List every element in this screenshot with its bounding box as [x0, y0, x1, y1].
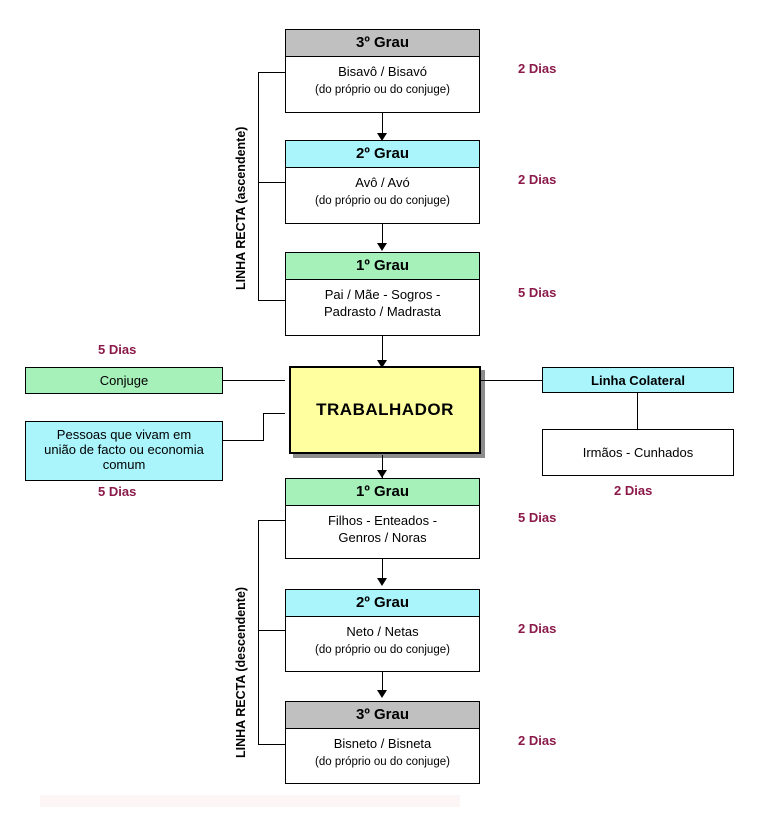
connector-descending-trunk [258, 520, 259, 744]
node-relations [286, 168, 479, 211]
connector-desc-1grau [258, 520, 285, 521]
node-relations [286, 280, 479, 322]
node-ascending-1grau [285, 252, 480, 336]
node-relations-line2: Padrasto / Madrasta [323, 304, 442, 319]
node-descending-2grau [285, 589, 480, 672]
node-header: 2º Grau [286, 590, 479, 617]
node-relations-line1: Pai / Mãe - Sogros - [324, 287, 441, 302]
union-line3: comum [102, 457, 146, 472]
node-relations-text: Neto / Netas [346, 624, 419, 639]
box-union [25, 421, 223, 481]
node-header: 3º Grau [286, 702, 479, 729]
node-relations-text: Avô / Avó [355, 175, 410, 190]
worker-node [289, 366, 481, 454]
connector-3to2-asc [382, 113, 383, 135]
arrow-2to3-desc [377, 690, 387, 698]
arrow-worker-to-1desc [377, 470, 387, 478]
node-relations [286, 57, 479, 100]
node-note: (do próprio ou do conjuge) [315, 84, 450, 96]
days-colateral: 2 Dias [614, 483, 653, 498]
days-union: 5 Dias [98, 484, 137, 499]
arrow-2to1-asc [377, 243, 387, 251]
connector-union-riser [263, 413, 264, 441]
footer-artifact [40, 795, 460, 807]
connector-1asc-to-worker [382, 335, 383, 362]
days-spouse: 5 Dias [98, 342, 137, 357]
arrow-1to2-desc [377, 578, 387, 586]
node-relations [286, 506, 479, 548]
label-linha-recta-descendente: LINHA RECTA (descendente) [234, 586, 248, 758]
days-descending-3grau: 2 Dias [518, 733, 557, 748]
node-ascending-2grau [285, 140, 480, 224]
connector-asc-3grau [258, 72, 285, 73]
connector-asc-2grau [258, 182, 285, 183]
node-relations-line2: Genros / Noras [338, 530, 427, 545]
node-header: 1º Grau [286, 479, 479, 506]
days-descending-1grau: 5 Dias [518, 510, 557, 525]
connector-asc-1grau [258, 300, 285, 301]
spouse-label: Conjuge [99, 373, 149, 388]
label-linha-recta-ascendente: LINHA RECTA (ascendente) [234, 126, 248, 290]
worker-label: TRABALHADOR [316, 400, 454, 419]
box-spouse [25, 367, 223, 394]
connector-union-top [263, 413, 285, 414]
connector-colateral-vertical [637, 393, 638, 429]
connector-2to1-asc [382, 223, 383, 245]
connector-worker-to-colateral [481, 380, 542, 381]
node-header: 2º Grau [286, 141, 479, 168]
node-ascending-3grau [285, 29, 480, 113]
colateral-header-label: Linha Colateral [591, 372, 685, 388]
union-line2: união de facto ou economia [44, 442, 204, 457]
connector-union-to-worker [223, 440, 263, 441]
union-line1: Pessoas que vivam em [56, 427, 192, 442]
node-relations-line1: Filhos - Enteados - [327, 513, 438, 528]
node-relations-text: Bisavô / Bisavó [338, 64, 427, 79]
days-ascending-3grau: 2 Dias [518, 61, 557, 76]
node-header: 3º Grau [286, 30, 479, 57]
node-header: 1º Grau [286, 253, 479, 280]
box-colateral-header [542, 367, 734, 393]
node-relations [286, 729, 479, 772]
connector-ascending-trunk [258, 72, 259, 300]
box-colateral-relations [542, 429, 734, 476]
node-descending-1grau [285, 478, 480, 559]
days-ascending-2grau: 2 Dias [518, 172, 557, 187]
connector-spouse-to-worker [223, 380, 285, 381]
node-note: (do próprio ou do conjuge) [315, 644, 450, 656]
node-relations [286, 617, 479, 660]
node-note: (do próprio ou do conjuge) [315, 756, 450, 768]
days-descending-2grau: 2 Dias [518, 621, 557, 636]
node-relations-text: Bisneto / Bisneta [333, 736, 432, 751]
days-ascending-1grau: 5 Dias [518, 285, 557, 300]
node-descending-3grau [285, 701, 480, 784]
node-note: (do próprio ou do conjuge) [315, 195, 450, 207]
connector-desc-3grau [258, 744, 285, 745]
colateral-relations-label: Irmãos - Cunhados [582, 445, 694, 460]
connector-desc-2grau [258, 630, 285, 631]
